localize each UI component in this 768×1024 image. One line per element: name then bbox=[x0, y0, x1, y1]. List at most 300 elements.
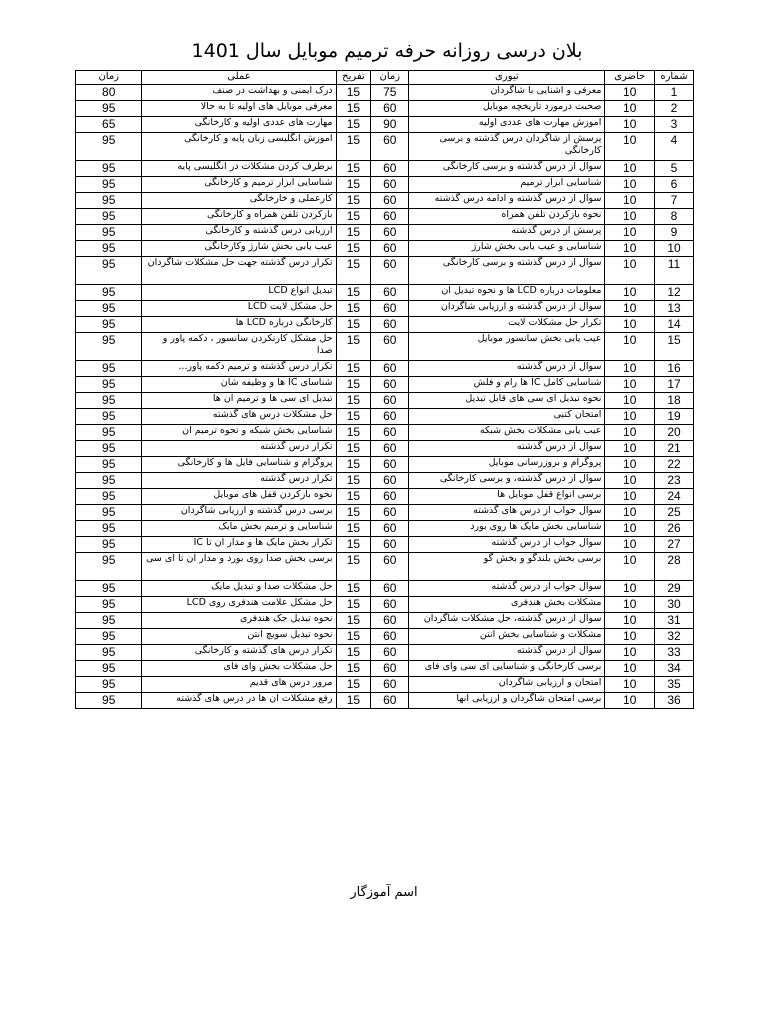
cell-practical-time: 95 bbox=[76, 581, 142, 597]
cell-theory-time: 60 bbox=[371, 393, 409, 409]
cell-number: 7 bbox=[654, 193, 693, 209]
cell-theory: مشکلات و شناسایی بخش آنتن bbox=[409, 629, 605, 645]
table-row bbox=[76, 645, 694, 661]
cell-attendance: 10 bbox=[605, 629, 655, 645]
cell-practical: حل مشکلات صدا و تبدیل مایک bbox=[142, 581, 336, 597]
cell-practical-time: 95 bbox=[76, 161, 142, 177]
cell-practical: درک ایمنی و بهداشت در صنف bbox=[142, 85, 336, 101]
cell-break: 15 bbox=[336, 425, 371, 441]
cell-practical: نحوه بازکردن قفل های موبایل bbox=[142, 489, 336, 505]
cell-practical: شناسای IC ها و وظیفه شان bbox=[142, 377, 336, 393]
cell-theory-time: 60 bbox=[371, 361, 409, 377]
table-row bbox=[76, 505, 694, 521]
cell-break: 15 bbox=[336, 257, 371, 285]
cell-theory: معرفی و آشنایی با شاگردان bbox=[409, 85, 605, 101]
cell-number: 25 bbox=[654, 505, 693, 521]
cell-theory: سوال جواب از درس گذشته bbox=[409, 581, 605, 597]
cell-break: 15 bbox=[336, 457, 371, 473]
cell-theory: سوال جواب از درس های گذشته bbox=[409, 505, 605, 521]
cell-break: 15 bbox=[336, 677, 371, 693]
page-title bbox=[0, 40, 768, 62]
cell-attendance: 10 bbox=[605, 661, 655, 677]
col-attendance-header: حاضری bbox=[605, 71, 655, 85]
table-row bbox=[76, 457, 694, 473]
cell-attendance: 10 bbox=[605, 521, 655, 537]
cell-theory: پروگرام و بروزرسانی موبایل bbox=[409, 457, 605, 473]
cell-practical: مرور درس های قدیم bbox=[142, 677, 336, 693]
title-year: 1401 bbox=[191, 40, 240, 62]
cell-attendance: 10 bbox=[605, 285, 655, 301]
cell-attendance: 10 bbox=[605, 117, 655, 133]
cell-number: 11 bbox=[654, 257, 693, 285]
cell-break: 15 bbox=[336, 581, 371, 597]
cell-number: 26 bbox=[654, 521, 693, 537]
cell-number: 8 bbox=[654, 209, 693, 225]
cell-break: 15 bbox=[336, 693, 371, 709]
cell-theory-time: 60 bbox=[371, 693, 409, 709]
cell-number: 4 bbox=[654, 133, 693, 161]
cell-theory-time: 60 bbox=[371, 317, 409, 333]
cell-practical-time: 95 bbox=[76, 553, 142, 581]
cell-theory-time: 90 bbox=[371, 117, 409, 133]
cell-attendance: 10 bbox=[605, 133, 655, 161]
cell-attendance: 10 bbox=[605, 161, 655, 177]
cell-practical: آموزش انگلیسی زبان پایه و کارخانگی bbox=[142, 133, 336, 161]
cell-break: 15 bbox=[336, 489, 371, 505]
cell-attendance: 10 bbox=[605, 101, 655, 117]
cell-practical-time: 80 bbox=[76, 85, 142, 101]
table-row bbox=[76, 537, 694, 553]
table-row bbox=[76, 161, 694, 177]
cell-theory: تکرار حل مشکلات لایت bbox=[409, 317, 605, 333]
cell-theory-time: 60 bbox=[371, 457, 409, 473]
cell-theory: امتحان و ارزیابی شاگردان bbox=[409, 677, 605, 693]
cell-break: 15 bbox=[336, 537, 371, 553]
cell-break: 15 bbox=[336, 117, 371, 133]
cell-number: 35 bbox=[654, 677, 693, 693]
cell-theory: آموزش مهارت های عددی اولیه bbox=[409, 117, 605, 133]
col-break-header: تفریح bbox=[336, 71, 371, 85]
table-row bbox=[76, 361, 694, 377]
cell-theory-time: 60 bbox=[371, 301, 409, 317]
cell-practical: تبدیل انواع LCD bbox=[142, 285, 336, 301]
cell-attendance: 10 bbox=[605, 581, 655, 597]
col-practical-time-header: زمان bbox=[76, 71, 142, 85]
cell-break: 15 bbox=[336, 521, 371, 537]
cell-theory-time: 60 bbox=[371, 645, 409, 661]
cell-number: 33 bbox=[654, 645, 693, 661]
cell-practical-time: 95 bbox=[76, 177, 142, 193]
cell-break: 15 bbox=[336, 441, 371, 457]
cell-practical: برسی بخش صدا روی بورد و مدار آن تا آی سی bbox=[142, 553, 336, 581]
cell-practical-time: 95 bbox=[76, 537, 142, 553]
cell-practical: نحوه تبدیل جک هندفری bbox=[142, 613, 336, 629]
cell-practical: پروگرام و شناسایی فایل ها و کارخانگی bbox=[142, 457, 336, 473]
table-row bbox=[76, 85, 694, 101]
col-number-header: شماره bbox=[654, 71, 693, 85]
table-row bbox=[76, 553, 694, 581]
cell-theory-time: 60 bbox=[371, 661, 409, 677]
cell-number: 5 bbox=[654, 161, 693, 177]
cell-attendance: 10 bbox=[605, 537, 655, 553]
cell-practical: حل مشکل علامت هندفری روی LCD bbox=[142, 597, 336, 613]
cell-number: 27 bbox=[654, 537, 693, 553]
lesson-plan-table bbox=[75, 70, 694, 709]
cell-attendance: 10 bbox=[605, 85, 655, 101]
cell-theory: پرسش از درس گذشته bbox=[409, 225, 605, 241]
cell-theory-time: 60 bbox=[371, 473, 409, 489]
table-row bbox=[76, 333, 694, 361]
cell-number: 3 bbox=[654, 117, 693, 133]
cell-number: 1 bbox=[654, 85, 693, 101]
cell-practical-time: 95 bbox=[76, 597, 142, 613]
cell-theory: صحبت درمورد تاریخچه موبایل bbox=[409, 101, 605, 117]
cell-attendance: 10 bbox=[605, 505, 655, 521]
cell-break: 15 bbox=[336, 133, 371, 161]
cell-practical-time: 95 bbox=[76, 241, 142, 257]
cell-theory: شناسایی و عیب یابی بخش شارژ bbox=[409, 241, 605, 257]
cell-practical: ارزیابی درس گذشته و کارخانگی bbox=[142, 225, 336, 241]
title-text: بلان درسی روزانه حرفه ترمیم موبایل سال bbox=[245, 40, 583, 62]
cell-number: 15 bbox=[654, 333, 693, 361]
table-row bbox=[76, 597, 694, 613]
cell-attendance: 10 bbox=[605, 645, 655, 661]
cell-break: 15 bbox=[336, 393, 371, 409]
cell-number: 29 bbox=[654, 581, 693, 597]
cell-break: 15 bbox=[336, 597, 371, 613]
cell-practical: نحوه تبدیل سویچ آنتن bbox=[142, 629, 336, 645]
cell-practical: حل مشکل لایت LCD bbox=[142, 301, 336, 317]
cell-number: 12 bbox=[654, 285, 693, 301]
cell-practical-time: 95 bbox=[76, 257, 142, 285]
cell-break: 15 bbox=[336, 645, 371, 661]
cell-number: 9 bbox=[654, 225, 693, 241]
cell-theory-time: 60 bbox=[371, 553, 409, 581]
cell-theory: برسی انواع قفل موبایل ها bbox=[409, 489, 605, 505]
cell-break: 15 bbox=[336, 285, 371, 301]
cell-practical-time: 95 bbox=[76, 613, 142, 629]
cell-break: 15 bbox=[336, 209, 371, 225]
cell-theory-time: 60 bbox=[371, 133, 409, 161]
cell-break: 15 bbox=[336, 161, 371, 177]
cell-theory-time: 60 bbox=[371, 629, 409, 645]
cell-attendance: 10 bbox=[605, 377, 655, 393]
col-theory-header: تیوری bbox=[409, 71, 605, 85]
cell-practical: معرفی موبایل های اولیه تا به حالا bbox=[142, 101, 336, 117]
cell-practical: تکرار درس گذشته bbox=[142, 441, 336, 457]
cell-theory: سوال از درس گذشته، و برسی کارخانگی bbox=[409, 473, 605, 489]
cell-theory: پرسش از شاگردان درس گذشته و برسی کارخانگی bbox=[409, 133, 605, 161]
cell-theory-time: 60 bbox=[371, 489, 409, 505]
cell-practical: عیب یابی بخش شارژ وکارخانگی bbox=[142, 241, 336, 257]
table-row bbox=[76, 677, 694, 693]
cell-attendance: 10 bbox=[605, 409, 655, 425]
cell-number: 20 bbox=[654, 425, 693, 441]
cell-practical-time: 95 bbox=[76, 629, 142, 645]
cell-attendance: 10 bbox=[605, 425, 655, 441]
table-row bbox=[76, 241, 694, 257]
cell-break: 15 bbox=[336, 661, 371, 677]
cell-theory: برسی امتحان شاگردان و ارزیابی آنها bbox=[409, 693, 605, 709]
cell-break: 15 bbox=[336, 85, 371, 101]
cell-theory-time: 60 bbox=[371, 209, 409, 225]
cell-theory: شناسایی ابزار ترمیم bbox=[409, 177, 605, 193]
table-row bbox=[76, 581, 694, 597]
cell-attendance: 10 bbox=[605, 177, 655, 193]
teacher-name-label: اسم آموزگار bbox=[350, 885, 418, 900]
table-row bbox=[76, 301, 694, 317]
cell-number: 36 bbox=[654, 693, 693, 709]
table-row bbox=[76, 489, 694, 505]
cell-theory: سوال از درس گذشته bbox=[409, 361, 605, 377]
table-row bbox=[76, 317, 694, 333]
cell-practical: تکرار درس گذشته bbox=[142, 473, 336, 489]
cell-theory-time: 60 bbox=[371, 677, 409, 693]
cell-number: 10 bbox=[654, 241, 693, 257]
cell-break: 15 bbox=[336, 193, 371, 209]
cell-practical-time: 95 bbox=[76, 693, 142, 709]
cell-number: 34 bbox=[654, 661, 693, 677]
table-body bbox=[76, 85, 694, 709]
cell-practical: تکرار درس گذشته و ترمیم دکمه پاور... bbox=[142, 361, 336, 377]
cell-practical: بازکردن تلفن همراه و کارخانگی bbox=[142, 209, 336, 225]
cell-practical: حل مشکل کارنکردن سانسور ، دکمه پاور و صدا bbox=[142, 333, 336, 361]
cell-theory-time: 60 bbox=[371, 409, 409, 425]
cell-attendance: 10 bbox=[605, 489, 655, 505]
cell-practical: تبدیل آی سی ها و ترمیم آن ها bbox=[142, 393, 336, 409]
cell-practical: شناسایی ابزار ترمیم و کارخانگی bbox=[142, 177, 336, 193]
table-row bbox=[76, 133, 694, 161]
col-practical-header: عملی bbox=[142, 71, 336, 85]
cell-practical-time: 95 bbox=[76, 225, 142, 241]
cell-attendance: 10 bbox=[605, 457, 655, 473]
cell-practical: کارخانگی درباره LCD ها bbox=[142, 317, 336, 333]
cell-break: 15 bbox=[336, 473, 371, 489]
cell-number: 14 bbox=[654, 317, 693, 333]
cell-practical: شناسایی و ترمیم بخش مایک bbox=[142, 521, 336, 537]
cell-practical-time: 95 bbox=[76, 457, 142, 473]
cell-attendance: 10 bbox=[605, 209, 655, 225]
cell-attendance: 10 bbox=[605, 257, 655, 285]
cell-number: 2 bbox=[654, 101, 693, 117]
cell-theory: مشکلات بخش هندفری bbox=[409, 597, 605, 613]
cell-theory-time: 60 bbox=[371, 441, 409, 457]
cell-theory-time: 60 bbox=[371, 521, 409, 537]
cell-practical-time: 95 bbox=[76, 521, 142, 537]
col-theory-time-header: زمان bbox=[371, 71, 409, 85]
cell-attendance: 10 bbox=[605, 693, 655, 709]
cell-number: 30 bbox=[654, 597, 693, 613]
cell-theory: سوال از درس گذشته bbox=[409, 441, 605, 457]
cell-attendance: 10 bbox=[605, 553, 655, 581]
cell-number: 24 bbox=[654, 489, 693, 505]
table-row bbox=[76, 377, 694, 393]
cell-theory: سوال از درس گذشته و برسی کارخانگی bbox=[409, 161, 605, 177]
cell-practical-time: 65 bbox=[76, 117, 142, 133]
cell-attendance: 10 bbox=[605, 597, 655, 613]
cell-practical-time: 95 bbox=[76, 505, 142, 521]
table-row bbox=[76, 177, 694, 193]
cell-practical-time: 95 bbox=[76, 645, 142, 661]
cell-theory-time: 60 bbox=[371, 505, 409, 521]
cell-number: 23 bbox=[654, 473, 693, 489]
cell-attendance: 10 bbox=[605, 613, 655, 629]
cell-break: 15 bbox=[336, 225, 371, 241]
table-row bbox=[76, 209, 694, 225]
cell-theory-time: 60 bbox=[371, 177, 409, 193]
cell-theory: عیب یابی بخش سانسور موبایل bbox=[409, 333, 605, 361]
cell-practical-time: 95 bbox=[76, 677, 142, 693]
cell-practical: برسی درس گذشته و ارزیابی شاگردان bbox=[142, 505, 336, 521]
cell-attendance: 10 bbox=[605, 317, 655, 333]
cell-practical-time: 95 bbox=[76, 101, 142, 117]
cell-theory: سوال از درس گذشته bbox=[409, 645, 605, 661]
cell-theory: امتحان کتبی bbox=[409, 409, 605, 425]
cell-attendance: 10 bbox=[605, 241, 655, 257]
cell-practical: کارعملی و خارخانگی bbox=[142, 193, 336, 209]
cell-attendance: 10 bbox=[605, 441, 655, 457]
table-row bbox=[76, 613, 694, 629]
table-row bbox=[76, 257, 694, 285]
table-row bbox=[76, 285, 694, 301]
cell-break: 15 bbox=[336, 409, 371, 425]
cell-number: 28 bbox=[654, 553, 693, 581]
cell-break: 15 bbox=[336, 317, 371, 333]
table-row bbox=[76, 101, 694, 117]
cell-theory: شناسایی بخش مایک ها روی بورد bbox=[409, 521, 605, 537]
cell-practical-time: 95 bbox=[76, 489, 142, 505]
cell-practical: رفع مشکلات آن ها در درس های گذشته bbox=[142, 693, 336, 709]
cell-number: 32 bbox=[654, 629, 693, 645]
table-row bbox=[76, 661, 694, 677]
cell-practical-time: 95 bbox=[76, 193, 142, 209]
cell-theory-time: 60 bbox=[371, 597, 409, 613]
cell-attendance: 10 bbox=[605, 333, 655, 361]
table-row bbox=[76, 117, 694, 133]
table-row bbox=[76, 393, 694, 409]
cell-number: 18 bbox=[654, 393, 693, 409]
cell-break: 15 bbox=[336, 629, 371, 645]
table-row bbox=[76, 425, 694, 441]
table-row bbox=[76, 521, 694, 537]
cell-practical-time: 95 bbox=[76, 133, 142, 161]
cell-number: 6 bbox=[654, 177, 693, 193]
cell-theory-time: 60 bbox=[371, 613, 409, 629]
cell-theory: نحوه تبدیل آی سی های قابل تبدیل bbox=[409, 393, 605, 409]
cell-attendance: 10 bbox=[605, 193, 655, 209]
cell-theory-time: 75 bbox=[371, 85, 409, 101]
cell-attendance: 10 bbox=[605, 225, 655, 241]
cell-theory: شناسایی کامل IC ها رام و فلش bbox=[409, 377, 605, 393]
cell-theory-time: 60 bbox=[371, 581, 409, 597]
cell-practical: حل مشکلات درس های گذشته bbox=[142, 409, 336, 425]
cell-practical-time: 95 bbox=[76, 473, 142, 489]
cell-practical-time: 95 bbox=[76, 209, 142, 225]
cell-theory: عیب یابی مشکلات بخش شبکه bbox=[409, 425, 605, 441]
cell-practical-time: 95 bbox=[76, 425, 142, 441]
cell-practical: تکرار بخش مایک ها و مدار آن تا IC bbox=[142, 537, 336, 553]
cell-practical-time: 95 bbox=[76, 317, 142, 333]
cell-attendance: 10 bbox=[605, 677, 655, 693]
cell-practical-time: 95 bbox=[76, 409, 142, 425]
cell-break: 15 bbox=[336, 177, 371, 193]
cell-break: 15 bbox=[336, 301, 371, 317]
cell-theory: برسی کارخانگی و شناسایی آی سی وای فای bbox=[409, 661, 605, 677]
cell-number: 17 bbox=[654, 377, 693, 393]
cell-theory: نحوه بازکردن تلفن همراه bbox=[409, 209, 605, 225]
cell-practical-time: 95 bbox=[76, 333, 142, 361]
cell-theory-time: 60 bbox=[371, 285, 409, 301]
table-header-row bbox=[76, 71, 694, 85]
cell-practical: تکرار درس گذشته جهت حل مشکلات شاگردان bbox=[142, 257, 336, 285]
cell-number: 31 bbox=[654, 613, 693, 629]
cell-break: 15 bbox=[336, 553, 371, 581]
cell-practical: برطرف کردن مشکلات در انگلیسی پایه bbox=[142, 161, 336, 177]
cell-break: 15 bbox=[336, 505, 371, 521]
cell-practical: تکرار درس های گذشته و کارخانگی bbox=[142, 645, 336, 661]
table-row bbox=[76, 409, 694, 425]
cell-attendance: 10 bbox=[605, 473, 655, 489]
cell-theory-time: 60 bbox=[371, 193, 409, 209]
cell-theory-time: 60 bbox=[371, 333, 409, 361]
cell-number: 22 bbox=[654, 457, 693, 473]
table-row bbox=[76, 693, 694, 709]
cell-practical: مهارت های عددی اولیه و کارخانگی bbox=[142, 117, 336, 133]
cell-break: 15 bbox=[336, 333, 371, 361]
cell-attendance: 10 bbox=[605, 361, 655, 377]
cell-practical-time: 95 bbox=[76, 285, 142, 301]
cell-theory-time: 60 bbox=[371, 425, 409, 441]
cell-theory: سوال از درس گذشته و ارزیابی شاگردان bbox=[409, 301, 605, 317]
table-row bbox=[76, 225, 694, 241]
cell-break: 15 bbox=[336, 361, 371, 377]
cell-break: 15 bbox=[336, 377, 371, 393]
cell-theory: سوال جواب از درس گذشته bbox=[409, 537, 605, 553]
cell-practical-time: 95 bbox=[76, 393, 142, 409]
cell-theory-time: 60 bbox=[371, 537, 409, 553]
cell-number: 16 bbox=[654, 361, 693, 377]
table-row bbox=[76, 193, 694, 209]
cell-practical-time: 95 bbox=[76, 361, 142, 377]
cell-practical-time: 95 bbox=[76, 441, 142, 457]
cell-theory-time: 60 bbox=[371, 161, 409, 177]
table-row bbox=[76, 629, 694, 645]
cell-break: 15 bbox=[336, 101, 371, 117]
cell-practical-time: 95 bbox=[76, 661, 142, 677]
cell-theory: سوال از درس گذشته و ادامه درس گذشته bbox=[409, 193, 605, 209]
cell-theory-time: 60 bbox=[371, 225, 409, 241]
cell-attendance: 10 bbox=[605, 393, 655, 409]
cell-practical-time: 95 bbox=[76, 377, 142, 393]
cell-number: 13 bbox=[654, 301, 693, 317]
cell-theory: سوال از درس گذشته و برسی کارخانگی bbox=[409, 257, 605, 285]
cell-practical: شناسایی بخش شبکه و نحوه ترمیم آن bbox=[142, 425, 336, 441]
cell-theory-time: 60 bbox=[371, 257, 409, 285]
table-row bbox=[76, 441, 694, 457]
cell-theory-time: 60 bbox=[371, 101, 409, 117]
cell-number: 21 bbox=[654, 441, 693, 457]
cell-attendance: 10 bbox=[605, 301, 655, 317]
cell-break: 15 bbox=[336, 241, 371, 257]
cell-theory: معلومات درباره LCD ها و نحوه تبدیل آن bbox=[409, 285, 605, 301]
cell-theory-time: 60 bbox=[371, 241, 409, 257]
cell-theory-time: 60 bbox=[371, 377, 409, 393]
cell-practical: حل مشکلات بخش وای فای bbox=[142, 661, 336, 677]
cell-theory: سوال از درس گذشته، حل مشکلات شاگردان bbox=[409, 613, 605, 629]
table-row bbox=[76, 473, 694, 489]
cell-theory: برسی بخش بلندگو و بخش گو bbox=[409, 553, 605, 581]
cell-break: 15 bbox=[336, 613, 371, 629]
